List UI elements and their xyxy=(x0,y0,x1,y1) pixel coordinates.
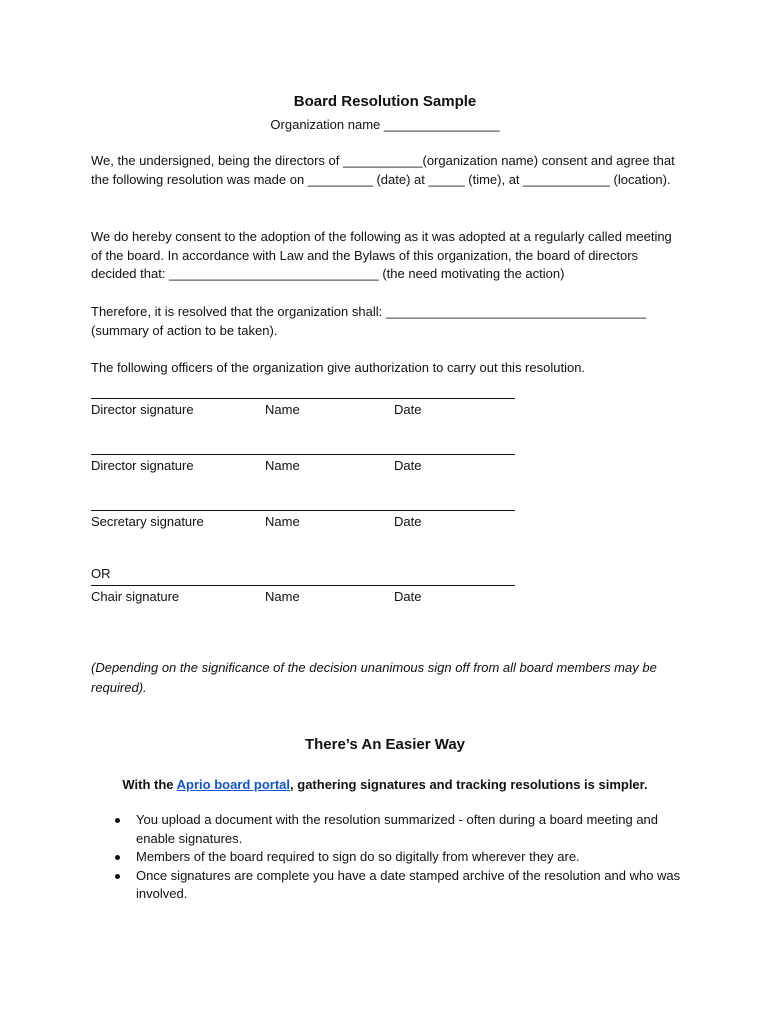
signature-name-label: Name xyxy=(265,514,300,529)
signature-block-director-2 xyxy=(91,454,531,476)
signature-name-label: Name xyxy=(265,458,300,473)
signature-line xyxy=(91,398,515,399)
list-item: Once signatures are complete you have a date stamped archive of the resolution and who was involved. xyxy=(112,867,682,904)
organization-name-line: Organization name ________________ xyxy=(270,117,500,132)
promo-lead-before: With the xyxy=(122,777,177,792)
document-title: Board Resolution Sample xyxy=(293,93,477,110)
signature-line xyxy=(91,454,515,455)
signature-date-label: Date xyxy=(394,514,422,529)
signature-line xyxy=(91,585,515,586)
authorization-paragraph: The following officers of the organization give authorization to carry out this resolution. xyxy=(91,360,586,375)
signature-block-director-1 xyxy=(91,398,531,420)
sign-off-note: (Depending on the significance of the decision unanimous sign off from all board members may be required). xyxy=(91,660,657,695)
promo-lead xyxy=(0,777,770,792)
adoption-paragraph: We do hereby consent to the adoption of the following as it was adopted at a regularly called meeting of the board. In accordance with Law and the Bylaws of this organization, the board of directors decided that: _____________________________ (the need motivating the action) xyxy=(91,229,672,281)
signature-line xyxy=(91,510,515,511)
aprio-board-portal-link[interactable]: Aprio board portal xyxy=(176,777,291,792)
signature-block-chair xyxy=(91,585,531,607)
promo-bullet-list xyxy=(112,811,682,904)
signature-name-label: Name xyxy=(265,589,300,604)
consent-paragraph: We, the undersigned, being the directors of ___________(organization name) consent and agree that the following resolution was made on _________ (date) at _____ (time), at ____________ (location). xyxy=(91,153,675,187)
signature-date-label: Date xyxy=(394,458,422,473)
resolution-paragraph: Therefore, it is resolved that the organization shall: ____________________________________ (summary of action to be taken). xyxy=(91,304,647,338)
or-separator: OR xyxy=(91,566,111,581)
signature-role-label: Secretary signature xyxy=(91,514,204,529)
promo-lead-after: , gathering signatures and tracking resolutions is simpler. xyxy=(290,777,648,792)
promo-heading: There’s An Easier Way xyxy=(304,736,466,753)
signature-name-label: Name xyxy=(265,402,300,417)
signature-role-label: Director signature xyxy=(91,458,194,473)
list-item: You upload a document with the resolution summarized - often during a board meeting and enable signatures. xyxy=(112,811,682,848)
signature-date-label: Date xyxy=(394,589,422,604)
signature-role-label: Director signature xyxy=(91,402,194,417)
signature-role-label: Chair signature xyxy=(91,589,180,604)
signature-block-secretary xyxy=(91,510,531,532)
list-item: Members of the board required to sign do so digitally from wherever they are. xyxy=(112,848,682,867)
signature-date-label: Date xyxy=(394,402,422,417)
